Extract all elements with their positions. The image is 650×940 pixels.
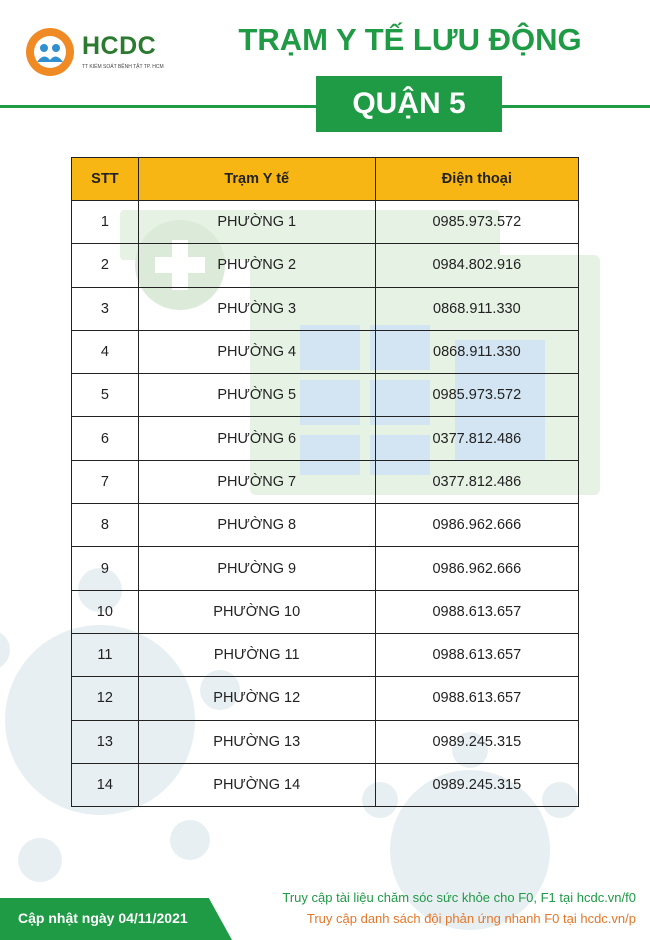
row-number: 8 [72,504,139,547]
row-number: 3 [72,287,139,330]
stations-table [71,157,579,807]
phone-number: 0986.962.666 [375,547,578,590]
table-row [72,633,579,676]
row-number: 2 [72,244,139,287]
phone-number: 0868.911.330 [375,287,578,330]
phone-number: 0984.802.916 [375,244,578,287]
table-row [72,677,579,720]
station-name: PHƯỜNG 10 [138,590,375,633]
station-name: PHƯỜNG 12 [138,677,375,720]
page-title: TRẠM Y TẾ LƯU ĐỘNG [238,22,582,57]
table-row [72,287,579,330]
table-row [72,547,579,590]
logo-name: HCDC [82,32,157,60]
station-name: PHƯỜNG 13 [138,720,375,763]
table-row [72,417,579,460]
column-header-phone: Điện thoại [375,158,578,201]
row-number: 6 [72,417,139,460]
station-name: PHƯỜNG 14 [138,763,375,806]
footer-link-response-team[interactable]: Truy cập danh sách đội phản ứng nhanh F0 tại hcdc.vn/p [306,911,636,926]
phone-number: 0377.812.486 [375,460,578,503]
table-header-row [72,158,579,201]
row-number: 4 [72,330,139,373]
table-row [72,720,579,763]
column-header-stt: STT [72,158,139,201]
phone-number: 0988.613.657 [375,633,578,676]
phone-number: 0989.245.315 [375,720,578,763]
hcdc-logo [24,26,164,82]
station-name: PHƯỜNG 4 [138,330,375,373]
phone-number: 0985.973.572 [375,201,578,244]
row-number: 9 [72,547,139,590]
phone-number: 0377.812.486 [375,417,578,460]
row-number: 13 [72,720,139,763]
district-badge: QUẬN 5 [316,76,502,132]
station-name: PHƯỜNG 3 [138,287,375,330]
station-name: PHƯỜNG 11 [138,633,375,676]
station-name: PHƯỜNG 2 [138,244,375,287]
update-date: Cập nhật ngày 04/11/2021 [18,910,188,926]
table-row [72,763,579,806]
station-name: PHƯỜNG 5 [138,374,375,417]
table-row [72,330,579,373]
station-name: PHƯỜNG 6 [138,417,375,460]
phone-number: 0985.973.572 [375,374,578,417]
phone-number: 0986.962.666 [375,504,578,547]
row-number: 14 [72,763,139,806]
station-name: PHƯỜNG 1 [138,201,375,244]
row-number: 5 [72,374,139,417]
phone-number: 0868.911.330 [375,330,578,373]
station-name: PHƯỜNG 7 [138,460,375,503]
table-row [72,244,579,287]
row-number: 7 [72,460,139,503]
logo-subtitle: TT KIỂM SOÁT BỆNH TẬT TP. HCM [82,64,164,70]
table-row [72,374,579,417]
phone-number: 0989.245.315 [375,763,578,806]
footer-link-f0-docs[interactable]: Truy cập tài liệu chăm sóc sức khỏe cho F0, F1 tại hcdc.vn/f0 [282,890,636,905]
phone-number: 0988.613.657 [375,677,578,720]
table-row [72,460,579,503]
table-row [72,201,579,244]
row-number: 1 [72,201,139,244]
station-name: PHƯỜNG 9 [138,547,375,590]
phone-number: 0988.613.657 [375,590,578,633]
table-row [72,504,579,547]
hcdc-logo-icon [24,26,76,78]
row-number: 10 [72,590,139,633]
table-row [72,590,579,633]
station-name: PHƯỜNG 8 [138,504,375,547]
column-header-station: Trạm Y tế [138,158,375,201]
row-number: 12 [72,677,139,720]
row-number: 11 [72,633,139,676]
